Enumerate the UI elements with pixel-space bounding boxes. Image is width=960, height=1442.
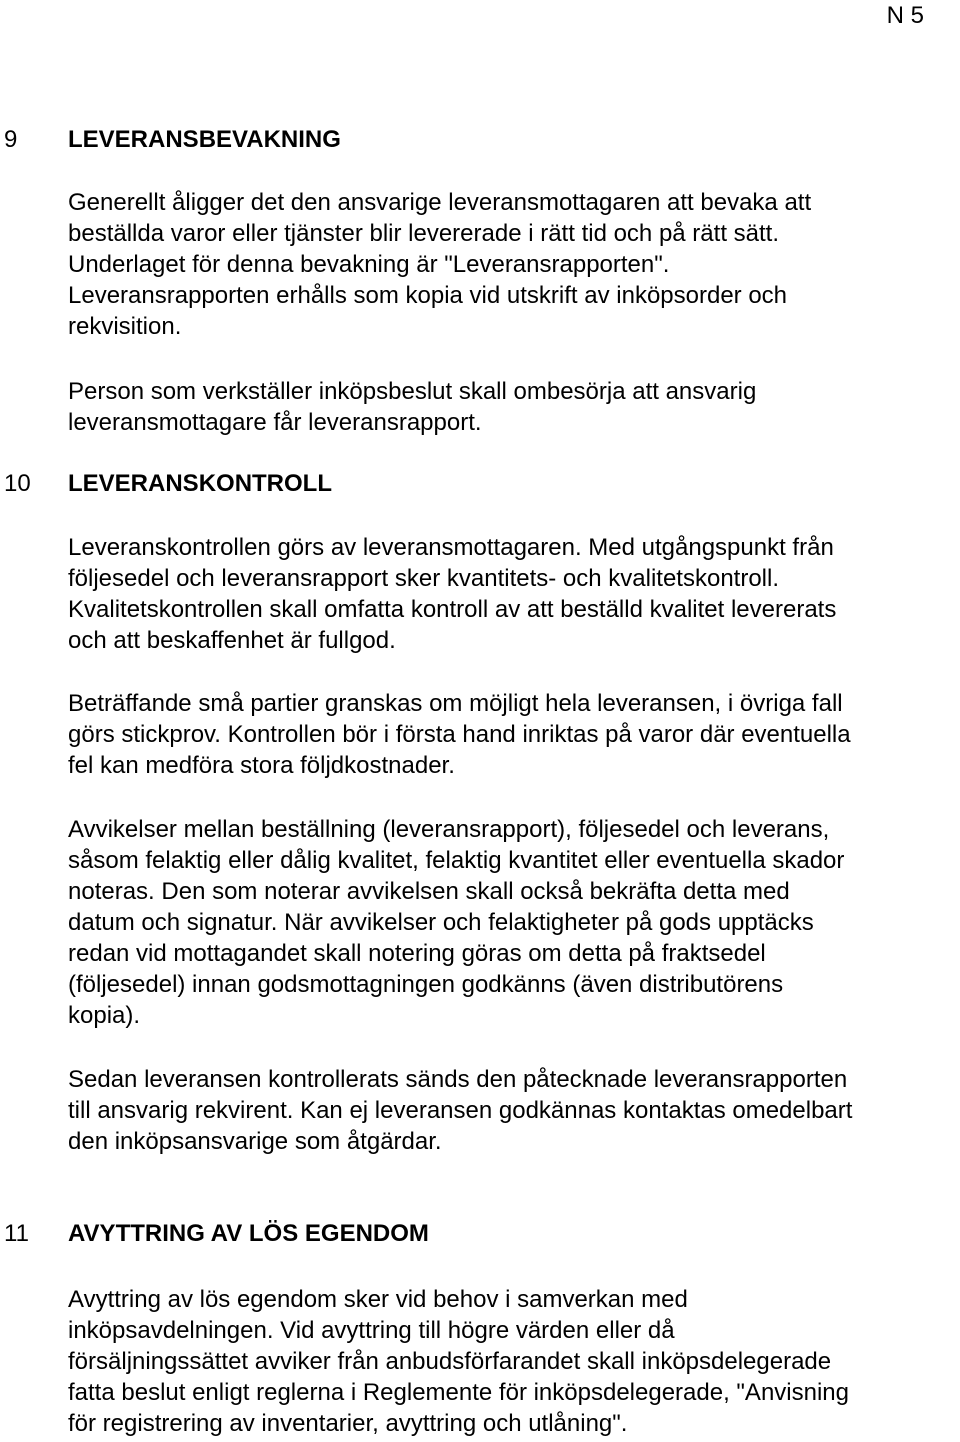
paragraph (68, 532, 958, 656)
text-line: Underlaget för denna bevakning är "Leveransrapporten". (68, 251, 670, 278)
text-line: Person som verkställer inköpsbeslut skall ombesörja att ansvarig (68, 378, 757, 405)
section-title: LEVERANSKONTROLL (68, 470, 332, 497)
paragraph (68, 1064, 958, 1157)
text-line: såsom felaktig eller dålig kvalitet, felaktig kvantitet eller eventuella skador (68, 847, 845, 874)
section-heading-10 (0, 468, 960, 500)
section-heading-11 (0, 1218, 960, 1250)
section-number: 10 (4, 470, 31, 497)
text-line: Avvikelser mellan beställning (leveransrapport), följesedel och leverans, (68, 816, 830, 843)
text-line: Generellt åligger det den ansvarige leveransmottagaren att bevaka att (68, 189, 812, 216)
text-line: Leveranskontrollen görs av leveransmottagaren. Med utgångspunkt från (68, 534, 834, 561)
section-title: LEVERANSBEVAKNING (68, 126, 341, 153)
section-title: AVYTTRING AV LÖS EGENDOM (68, 1220, 429, 1247)
text-line: rekvisition. (68, 313, 182, 340)
text-line: Kvalitetskontrollen skall omfatta kontroll av att beställd kvalitet levererats (68, 596, 837, 623)
paragraph (68, 187, 958, 342)
text-line: Beträffande små partier granskas om möjligt hela leveransen, i övriga fall (68, 690, 843, 717)
text-line: kopia). (68, 1002, 141, 1029)
text-line: Leveransrapporten erhålls som kopia vid utskrift av inköpsorder och (68, 282, 788, 309)
text-line: fatta beslut enligt reglerna i Reglemente för inköpsdelegerade, "Anvisning (68, 1379, 849, 1406)
text-line: leveransmottagare får leveransrapport. (68, 409, 482, 436)
text-line: Avyttring av lös egendom sker vid behov i samverkan med (68, 1286, 688, 1313)
paragraph (68, 814, 958, 1031)
text-line: redan vid mottagandet skall notering göras om detta på fraktsedel (68, 940, 766, 967)
section-number: 11 (4, 1220, 29, 1247)
text-line: fel kan medföra stora följdkostnader. (68, 752, 455, 779)
paragraph (68, 1284, 958, 1439)
paragraph (68, 376, 958, 438)
text-line: försäljningssättet avviker från anbudsförfarandet skall inköpsdelegerade (68, 1348, 832, 1375)
text-line: följesedel och leveransrapport sker kvantitets- och kvalitetskontroll. (68, 565, 779, 592)
text-line: (följesedel) innan godsmottagningen godkänns (även distributörens (68, 971, 784, 998)
text-line: inköpsavdelningen. Vid avyttring till högre värden eller då (68, 1317, 675, 1344)
text-line: görs stickprov. Kontrollen bör i första hand inriktas på varor där eventuella (68, 721, 851, 748)
text-line: den inköpsansvarige som åtgärdar. (68, 1128, 442, 1155)
section-heading-9 (0, 124, 960, 156)
page-number: N 5 (886, 2, 924, 29)
text-line: noteras. Den som noterar avvikelsen skall också bekräfta detta med (68, 878, 790, 905)
section-number: 9 (4, 126, 18, 153)
text-line: datum och signatur. När avvikelser och felaktigheter på gods upptäcks (68, 909, 814, 936)
paragraph (68, 688, 958, 781)
text-line: till ansvarig rekvirent. Kan ej leveransen godkännas kontaktas omedelbart (68, 1097, 853, 1124)
text-line: beställda varor eller tjänster blir levererade i rätt tid och på rätt sätt. (68, 220, 779, 247)
text-line: och att beskaffenhet är fullgod. (68, 627, 396, 654)
text-line: för registrering av inventarier, avyttring och utlåning". (68, 1410, 628, 1437)
text-line: Sedan leveransen kontrollerats sänds den påtecknade leveransrapporten (68, 1066, 848, 1093)
